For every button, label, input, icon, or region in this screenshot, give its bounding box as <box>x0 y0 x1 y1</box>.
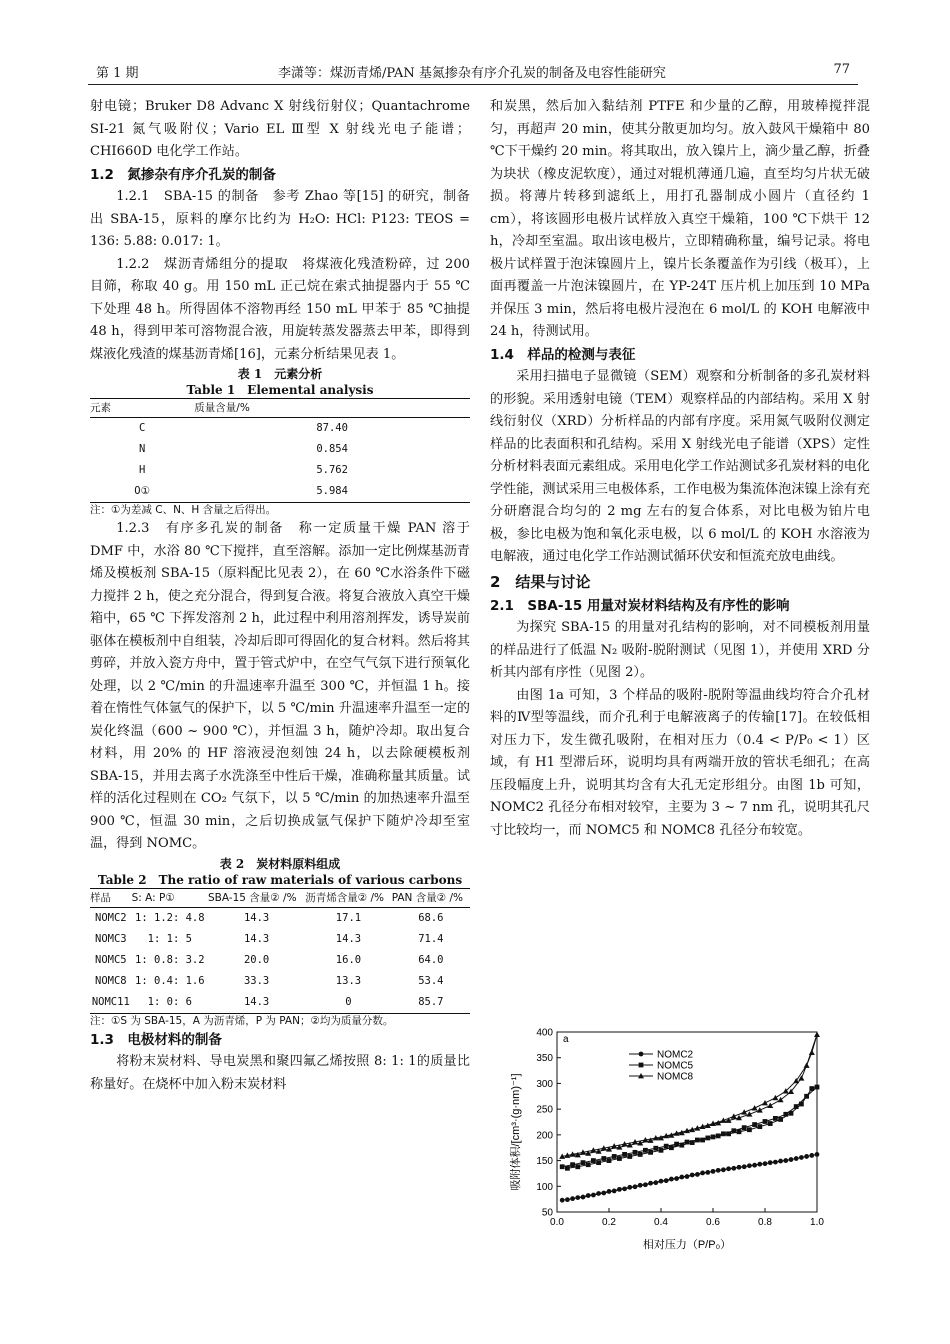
y-tick-label: 100 <box>536 1181 553 1193</box>
table-cell: H <box>138 464 146 476</box>
legend-label: NOMC2 <box>657 1049 694 1061</box>
data-point <box>586 1162 591 1167</box>
data-point <box>591 1158 596 1163</box>
data-point <box>768 1121 773 1126</box>
data-point <box>674 1142 679 1147</box>
table-header: 质量含量/% <box>194 399 470 418</box>
data-point <box>607 1189 612 1194</box>
data-point <box>653 1180 658 1185</box>
data-point <box>763 1161 768 1166</box>
section-heading: 2.1 SBA-15 用量对炭材料结构及有序性的影响 <box>490 597 790 614</box>
data-point <box>778 1117 783 1122</box>
table-header: 样品 <box>90 888 132 907</box>
data-point <box>612 1154 617 1159</box>
x-axis-label: 相对压力（P/P₀） <box>642 1239 732 1251</box>
y-tick-label: 150 <box>536 1156 553 1168</box>
data-point <box>643 1148 648 1153</box>
series-line <box>562 1087 817 1168</box>
data-point <box>742 1164 747 1169</box>
data-point <box>695 1138 700 1143</box>
data-point <box>757 1162 762 1167</box>
data-point <box>560 1198 565 1203</box>
data-point <box>757 1107 763 1112</box>
data-point <box>659 1179 664 1184</box>
table2-note: 注：①S 为 SBA-15，A 为沥青烯，P 为 PAN；②均为质量分数。 <box>90 1014 394 1027</box>
y-tick-label: 300 <box>536 1078 553 1090</box>
y-axis-label: 吸附体积/[cm³·(g·nm)⁻¹] <box>510 1073 522 1191</box>
data-point <box>596 1191 601 1196</box>
data-point <box>596 1160 601 1165</box>
data-point <box>627 1185 632 1190</box>
x-tick-label: 1.0 <box>810 1217 824 1228</box>
x-tick-label: 0.4 <box>654 1217 668 1228</box>
table-header: 元素 <box>90 399 194 418</box>
table-row <box>90 950 470 971</box>
data-point <box>742 1125 747 1130</box>
table-cell: 85.7 <box>392 992 470 1014</box>
data-point <box>804 1062 810 1067</box>
data-point <box>570 1162 575 1167</box>
table-header: S: A: P① <box>132 888 208 907</box>
table-cell: 0 <box>305 992 391 1014</box>
paragraph: 1.2.3 有序多孔炭的制备 称一定质量干燥 PAN 溶于 DMF 中，水浴 80 ℃下搅拌，直至溶解。添加一定比例煤基沥青烯及模板剂 SBA-15（原料配比见表 2），在 60 ℃水浴条件下磁力搅拌 2 h，使之充分混合，得到复合液。将复合液放入真空干燥箱中，65 ℃ 下挥发溶剂 2 h，此过程中利用溶剂挥发，诱导炭前驱体在模板剂中自组装，冷却后即可得固化的复合材料。然后将其剪碎，并放入瓷方舟中，置于管式炉中，在空气气氛下进行预氧化处理，以 2 ℃/min 的升温速率升温至 300 ℃，并恒温 1 h。接着在惰性气体氩气的保护下，以 5 ℃/min 升温速率升温至一定的炭化终温（600 ~ 900 ℃），并恒温 3 h，随炉冷却。取出复合材料，用 20% 的 HF 溶液浸泡刻蚀 24 h，以去除硬模板剂 SBA-15，并用去离子水洗涤至中性后干燥，准确称量其质量。试样的活化过程则在 CO₂ 气氛下，以 5 ℃/min 的加热速率升温至 900 ℃，恒温 30 min，之后切换成氩气保护下随炉冷却至室温，得到 NOMC。 <box>90 521 470 851</box>
data-point <box>794 1156 799 1161</box>
legend-label: NOMC8 <box>657 1071 694 1083</box>
paragraph: 和炭黑，然后加入黏结剂 PTFE 和少量的乙醇，用玻棒搅拌混匀，再超声 20 min，使其分散更加均匀。放入鼓风干燥箱中 80 ℃下干燥约 20 min。将其取出，放入镍片上，滴少量乙醇，折叠为块状（橡皮泥软度），通过对辊机薄通几遍，直至均匀片状无破损。将薄片转移到滤纸上，用打孔器制成小圆片（直径约 1 cm），将该圆形电极片试样放入真空干燥箱，100 ℃下烘干 12 h，冷却至室温。取出该电极片，立即精确称量，编号记录。将电极片试样置于泡沫镍圆片上，镍片长条覆盖作为引线（极耳），上面再覆盖一片泡沫镍圆片，在 YP-24T 压片机上加压到 10 MPa 并保压 3 min，然后将电极片浸泡在 6 mol/L 的 KOH 电解液中 24 h，待测试用。 <box>490 99 870 339</box>
data-point <box>747 1127 752 1132</box>
x-tick-label: 0.8 <box>758 1217 772 1228</box>
table-cell: 87.40 <box>316 422 348 434</box>
data-point <box>793 1078 799 1083</box>
data-point <box>659 1148 664 1153</box>
data-point <box>643 1182 648 1187</box>
data-point <box>575 1195 580 1200</box>
table-cell: 64.0 <box>418 953 444 966</box>
data-point <box>716 1168 721 1173</box>
data-point <box>804 1154 809 1159</box>
data-point <box>752 1122 757 1127</box>
table-cell: 14.3 <box>243 932 270 945</box>
data-point <box>794 1104 799 1109</box>
table-cell: NOMC5 <box>95 953 127 966</box>
data-point <box>638 1152 643 1157</box>
table-cell: O① <box>90 481 194 503</box>
table-header: PAN 含量② /% <box>392 888 470 907</box>
data-point <box>560 1164 565 1169</box>
y-tick-label: 200 <box>536 1130 553 1142</box>
table-cell: 0.854 <box>316 443 348 455</box>
data-point <box>815 1152 820 1157</box>
data-point <box>778 1159 783 1164</box>
data-point <box>747 1163 752 1168</box>
issue-label: 第 1 期 <box>96 66 139 81</box>
running-header <box>88 58 858 85</box>
data-point <box>664 1144 669 1149</box>
section-heading: 1.4 样品的检测与表征 <box>490 346 636 363</box>
data-point <box>789 1111 794 1116</box>
table-cell: 14.3 <box>335 932 362 945</box>
legend-marker <box>639 1063 644 1068</box>
data-point <box>731 1166 736 1171</box>
data-point <box>804 1094 809 1099</box>
data-point <box>664 1178 669 1183</box>
data-point <box>726 1166 731 1171</box>
table-cell: 17.1 <box>335 911 362 924</box>
data-point <box>809 1050 815 1055</box>
data-point <box>799 1155 804 1160</box>
paragraph: 采用扫描电子显微镜（SEM）观察和分析制备的多孔炭材料的形貌。采用透射电镜（TEM）观察样品的内部结构。采用 X 射线衍射仪（XRD）分析样品的内部有序度。采用氮气吸附仪测定样品的比表面积和孔结构。采用 X 射线光电子能谱（XPS）定性分析材料表面元素组成。采用电化学工作站测试多孔炭材料的电化学性能，测试采用三电极体系，工作电极为集流体泡沫镍上涂有充分研磨混合均匀的 2 mg 左右的复合体系，对比电极为铂片电极，参比电极为饱和氧化汞电极，以 6 mol/L 的 KOH 水溶液为电解液，通过电化学工作站测试循环伏安和恒流充放电曲线。 <box>490 369 870 564</box>
paragraph: 为探究 SBA-15 的用量对孔结构的影响，对不同模板剂用量的样品进行了低温 N₂ 吸附-脱附测试（见图 1），并使用 XRD 分析其内部有序性（见图 2）。 <box>490 620 870 680</box>
table-cell: 1: 1: 5 <box>147 932 192 945</box>
table-cell: NOMC8 <box>95 974 127 987</box>
data-point <box>679 1175 684 1180</box>
data-point <box>711 1169 716 1174</box>
data-point <box>581 1195 586 1200</box>
data-point <box>674 1176 679 1181</box>
data-point <box>690 1140 695 1145</box>
table-row <box>90 929 470 950</box>
data-point <box>685 1140 690 1145</box>
table-row <box>90 418 470 440</box>
data-point <box>633 1184 638 1189</box>
data-point <box>591 1193 596 1198</box>
table-header: 沥青烯含量② /% <box>305 888 391 907</box>
table-header: SBA-15 含量② /% <box>208 888 305 907</box>
data-point <box>700 1138 705 1143</box>
data-point <box>789 1157 794 1162</box>
paragraph: 1.2.1 SBA-15 的制备 参考 Zhao 等[15] 的研究，制备出 SBA-15，原料的摩尔比约为 H₂O: HCl: P123: TEOS = 136: 5.88: 0.017: 1。 <box>90 189 470 249</box>
table-row <box>90 481 470 503</box>
y-tick-label: 250 <box>536 1104 553 1116</box>
data-point <box>773 1116 778 1121</box>
running-title: 李潇等：煤沥青烯/PAN 基氮掺杂有序介孔炭的制备及电容性能研究 <box>278 66 666 81</box>
data-point <box>617 1187 622 1192</box>
section-heading: 1.2 氮掺杂有序介孔炭的制备 <box>90 166 276 183</box>
table-cell: 14.3 <box>243 911 270 924</box>
data-point <box>581 1160 586 1165</box>
table-cell: 16.0 <box>335 953 362 966</box>
data-point <box>737 1129 742 1134</box>
table2-caption-cn: 表 2 炭材料原料组成 <box>219 856 341 871</box>
data-point <box>711 1135 716 1140</box>
data-point <box>809 1153 814 1158</box>
data-point <box>586 1193 591 1198</box>
chart-legend <box>629 1050 694 1083</box>
paragraph: 1.2.2 煤沥青烯组分的提取 将煤液化残渣粉碎，过 200 目筛，称取 40 g。用 150 mL 正己烷在索式抽提器内于 55 ℃下处理 48 h。所得固体不溶物再经 150 mL 甲苯于 85 ℃抽提 48 h，得到甲苯可溶物混合液，用旋转蒸发器蒸去甲苯，即得到煤液化残渣的煤基沥青烯[16]，元素分析结果见表 1。 <box>90 256 470 362</box>
data-point <box>726 1131 731 1136</box>
data-point <box>575 1164 580 1169</box>
data-point <box>612 1189 617 1194</box>
adsorption-isotherm-chart <box>505 1022 835 1252</box>
data-point <box>617 1156 622 1161</box>
page-number: 77 <box>833 62 850 77</box>
data-point <box>773 1160 778 1165</box>
y-tick-label: 400 <box>536 1027 553 1039</box>
data-point <box>705 1170 710 1175</box>
table-cell: 20.0 <box>243 953 270 966</box>
data-point <box>627 1154 632 1159</box>
legend-label: NOMC5 <box>657 1060 694 1072</box>
data-point <box>648 1150 653 1155</box>
table-cell: 53.4 <box>418 974 444 987</box>
table2-caption-en: Table 2 The ratio of raw materials of various carbons <box>97 872 463 887</box>
data-point <box>669 1177 674 1182</box>
table-cell: NOMC11 <box>90 992 132 1014</box>
data-point <box>783 1158 788 1163</box>
table-cell: 5.984 <box>194 481 470 503</box>
x-tick-label: 0.2 <box>602 1217 616 1228</box>
table-cell: 1: 1.2: 4.8 <box>135 911 205 924</box>
data-point <box>653 1146 658 1151</box>
legend-marker <box>639 1052 644 1057</box>
data-point <box>685 1174 690 1179</box>
table-row <box>90 439 470 460</box>
table-row <box>90 460 470 481</box>
data-point <box>638 1183 643 1188</box>
data-point <box>622 1186 627 1191</box>
data-point <box>737 1165 742 1170</box>
data-point <box>622 1152 627 1157</box>
data-point <box>565 1166 570 1171</box>
data-point <box>700 1171 705 1176</box>
table-row <box>90 992 470 1014</box>
table1 <box>90 398 470 503</box>
x-tick-label: 0.0 <box>550 1217 564 1228</box>
data-point <box>648 1181 653 1186</box>
table-cell: 1: 0: 6 <box>132 992 208 1014</box>
section-heading: 2 结果与讨论 <box>490 572 591 591</box>
data-point <box>763 1119 768 1124</box>
paragraph: 将粉末炭材料、导电炭黑和聚四氟乙烯按照 8: 1: 1的质量比称量好。在烧杯中加入粉末炭材料 <box>90 1054 470 1092</box>
table-cell: 13.3 <box>335 974 362 987</box>
table-cell: 68.6 <box>418 911 444 924</box>
data-point <box>716 1133 721 1138</box>
data-point <box>799 1102 804 1107</box>
data-point <box>768 1160 773 1165</box>
data-point <box>633 1150 638 1155</box>
table1-note: 注：①为差减 C、N、H 含量之后得出。 <box>90 504 277 516</box>
data-point <box>721 1167 726 1172</box>
table-cell: 14.3 <box>208 992 305 1014</box>
table-row <box>90 907 470 929</box>
left-column <box>90 96 470 1096</box>
data-point <box>752 1163 757 1168</box>
table1-caption-en: Table 1 Elemental analysis <box>186 383 374 397</box>
data-point <box>731 1128 736 1133</box>
x-tick-label: 0.6 <box>706 1217 720 1228</box>
data-point <box>767 1103 773 1108</box>
table-cell: C <box>138 422 146 434</box>
data-point <box>565 1197 570 1202</box>
data-point <box>695 1172 700 1177</box>
data-point <box>601 1156 606 1161</box>
table-cell: NOMC2 <box>95 911 127 924</box>
table-cell: 1: 0.8: 3.2 <box>135 953 205 966</box>
paragraph: 射电镜；Bruker D8 Advanc X 射线衍射仪；Quantachrome SI-21 氮气吸附仪；Vario EL Ⅲ型 X 射线光电子能谱；CHI660D 电化学工作站。 <box>90 99 470 159</box>
panel-label: a <box>563 1034 569 1045</box>
data-point <box>601 1191 606 1196</box>
table2 <box>90 888 470 1014</box>
data-point <box>607 1158 612 1163</box>
data-point <box>762 1100 768 1105</box>
data-point <box>815 1085 820 1090</box>
table1-caption-cn: 表 1 元素分析 <box>237 367 323 381</box>
data-point <box>669 1145 674 1150</box>
data-point <box>721 1131 726 1136</box>
data-point <box>809 1086 814 1091</box>
table-cell: NOMC3 <box>95 932 127 945</box>
data-point <box>757 1124 762 1129</box>
data-point <box>783 1112 788 1117</box>
data-point <box>679 1143 684 1148</box>
table-cell: N <box>138 443 146 455</box>
section-heading: 1.3 电极材料的制备 <box>90 1031 222 1048</box>
paragraph: 由图 1a 可知，3 个样品的吸附-脱附等温曲线均符合介孔材料的Ⅳ型等温线，而介孔利于电解液离子的传输[17]。在较低相对压力下，发生微孔吸附，在相对压力（0.4 < P/P₀ < 1）区域，有 H1 型滞后环，说明均具有两端开放的管状毛细孔；在高压段幅度上升，说明其均含有大孔无定形组分。由图 1b 可知，NOMC2 孔径分布相对较窄，主要为 3 ~ 7 nm 孔，说明其孔尺寸比较均一，而 NOMC5 和 NOMC8 孔径分布较宽。 <box>490 687 870 838</box>
data-point <box>705 1136 710 1141</box>
table-cell: 1: 0.4: 1.6 <box>135 974 205 987</box>
right-column <box>490 96 870 842</box>
y-tick-label: 350 <box>536 1053 553 1065</box>
data-point <box>752 1105 758 1110</box>
y-tick-label: 50 <box>541 1207 553 1219</box>
data-point <box>772 1095 778 1100</box>
table-cell: 71.4 <box>418 932 444 945</box>
table-cell: 33.3 <box>243 974 270 987</box>
data-point <box>690 1173 695 1178</box>
table-row <box>90 971 470 992</box>
table-cell: 5.762 <box>316 464 348 476</box>
data-point <box>570 1196 575 1201</box>
